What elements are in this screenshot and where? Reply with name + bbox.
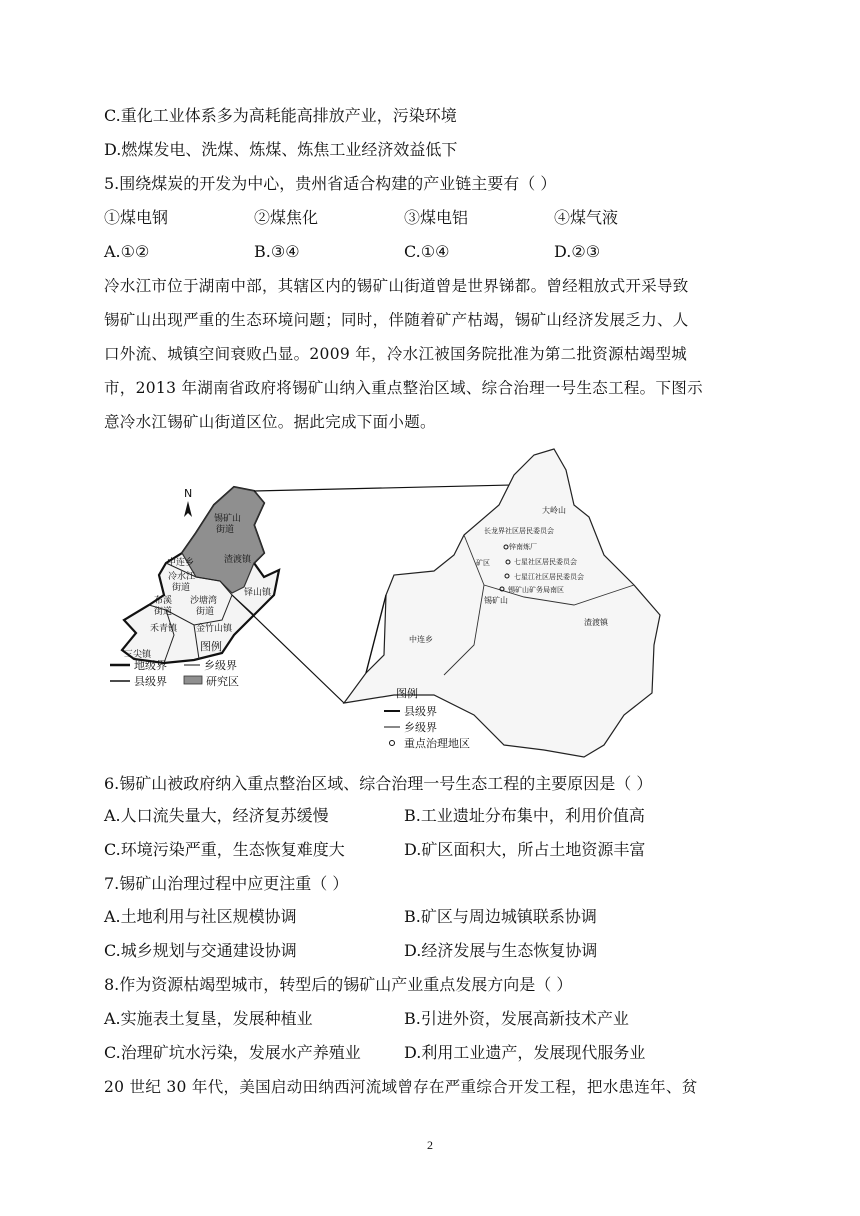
left-legend-item-3: 县级界 — [134, 675, 167, 688]
map-left-label-14: 三尖镇 — [124, 650, 152, 660]
left-legend-title: 图例 — [200, 640, 222, 653]
map-right-label-7: 锡矿山矿务局南区 — [508, 586, 564, 594]
left-legend-item-2: 乡级界 — [204, 659, 237, 672]
location-map — [104, 445, 664, 760]
map-right-label-3: 锌南炼厂 — [509, 543, 537, 551]
q6-option-d: D.矿区面积大，所占土地资源丰富 — [404, 840, 646, 859]
left-legend-item-1: 地级界 — [134, 659, 167, 672]
q8-option-b: B.引进外资，发展高新技术产业 — [404, 1009, 629, 1028]
next-passage-line: 20 世纪 30 年代，美国启动田纳西河流域曾存在严重综合开发工程，把水患连年、贫 — [104, 1078, 698, 1096]
map-left-label-8: 街道 — [196, 607, 215, 617]
question-7: 7.锡矿山治理过程中应更注重（ ） — [104, 874, 349, 893]
map-left-label-13: 金竹山镇 — [196, 624, 233, 634]
passage-line-5: 意冷水江锡矿山街道区位。据此完成下面小题。 — [104, 413, 436, 431]
q5-option-b: B.③④ — [254, 242, 300, 261]
page-number: 2 — [427, 1138, 433, 1152]
left-map — [110, 487, 279, 688]
map-right-label-6: 七星江社区居民委员会 — [514, 573, 584, 581]
q8-option-a: A.实施表土复垦，发展种植业 — [104, 1009, 313, 1028]
option-d-prev: D.燃煤发电、洗煤、炼煤、炼焦工业经济效益低下 — [104, 140, 458, 159]
map-right-label-4: 七星社区居民委员会 — [514, 558, 577, 566]
map-left-label-11: 街道 — [154, 607, 173, 617]
q8-option-d: D.利用工业遗产，发展现代服务业 — [404, 1043, 646, 1062]
map-left-label-12: 禾青镇 — [150, 624, 178, 634]
map-left-label-5: 冷水江 — [168, 572, 196, 582]
map-left-label-3: 中连乡 — [167, 558, 195, 568]
option-c-prev: C.重化工业体系多为高耗能高排放产业，污染环境 — [104, 106, 457, 125]
map-right-label-10: 渣渡镇 — [584, 618, 608, 627]
map-right-label-5: 矿区 — [476, 559, 490, 567]
map-left-label-2: 街道 — [216, 525, 235, 535]
right-map — [344, 449, 660, 757]
q7-option-d: D.经济发展与生态恢复协调 — [404, 941, 598, 960]
q5-item-2: ②煤焦化 — [254, 208, 319, 227]
q7-option-a: A.土地利用与社区规模协调 — [104, 907, 297, 926]
q6-option-b: B.工业遗址分布集中，利用价值高 — [404, 806, 645, 825]
map-left-label-7: 沙塘湾 — [190, 596, 218, 606]
right-legend-item-1: 县级界 — [404, 705, 437, 718]
map-left-label-1: 锡矿山 — [214, 514, 242, 524]
map-left-label-9: 铎山镇 — [244, 588, 272, 598]
north-arrow-icon — [184, 501, 192, 517]
question-8: 8.作为资源枯竭型城市，转型后的锡矿山产业重点发展方向是（ ） — [104, 975, 573, 994]
q5-item-1: ①煤电钢 — [104, 208, 169, 227]
map-right-label-9: 中连乡 — [409, 635, 433, 644]
q5-item-3: ③煤电铝 — [404, 208, 469, 227]
north-label: N — [184, 487, 193, 500]
right-legend-title: 图例 — [396, 687, 418, 700]
map-left-label-10: 布溪 — [154, 596, 173, 606]
q5-option-d: D.②③ — [554, 242, 601, 261]
map-right-label-1: 大岭山 — [542, 506, 566, 515]
passage-line-4: 市，2013 年湖南省政府将锡矿山纳入重点整治区域、综合治理一号生态工程。下图示 — [104, 379, 703, 397]
passage-line-1: 冷水江市位于湖南中部，其辖区内的锡矿山街道曾是世界锑都。曾经粗放式开采导致 — [104, 277, 689, 295]
q5-item-4: ④煤气液 — [554, 208, 619, 227]
question-6: 6.锡矿山被政府纳入重点整治区域、综合治理一号生态工程的主要原因是（ ） — [104, 774, 653, 793]
q6-option-c: C.环境污染严重，生态恢复难度大 — [104, 840, 345, 859]
map-left-label-6: 街道 — [172, 583, 191, 593]
right-legend-item-2: 乡级界 — [404, 721, 437, 734]
map-right-label-8: 锡矿山 — [484, 596, 508, 605]
q7-option-b: B.矿区与周边城镇联系协调 — [404, 907, 597, 926]
left-legend-item-4: 研究区 — [206, 675, 239, 688]
passage-line-3: 口外流、城镇空间衰败凸显。2009 年，冷水江被国务院批准为第二批资源枯竭型城 — [104, 345, 688, 363]
q8-option-c: C.治理矿坑水污染，发展水产养殖业 — [104, 1043, 361, 1062]
map-right-label-2: 长龙界社区居民委员会 — [484, 527, 554, 535]
question-5: 5.围绕煤炭的开发为中心，贵州省适合构建的产业链主要有（ ） — [104, 174, 557, 193]
map-left-label-4: 渣渡镇 — [224, 555, 252, 565]
q7-option-c: C.城乡规划与交通建设协调 — [104, 941, 297, 960]
right-legend-item-3: 重点治理地区 — [404, 737, 470, 750]
q5-option-a: A.①② — [104, 242, 150, 261]
passage-line-2: 锡矿山出现严重的生态环境问题；同时，伴随着矿产枯竭，锡矿山经济发展乏力、人 — [104, 311, 689, 329]
q6-option-a: A.人口流失量大，经济复苏缓慢 — [104, 806, 329, 825]
q5-option-c: C.①④ — [404, 242, 450, 261]
